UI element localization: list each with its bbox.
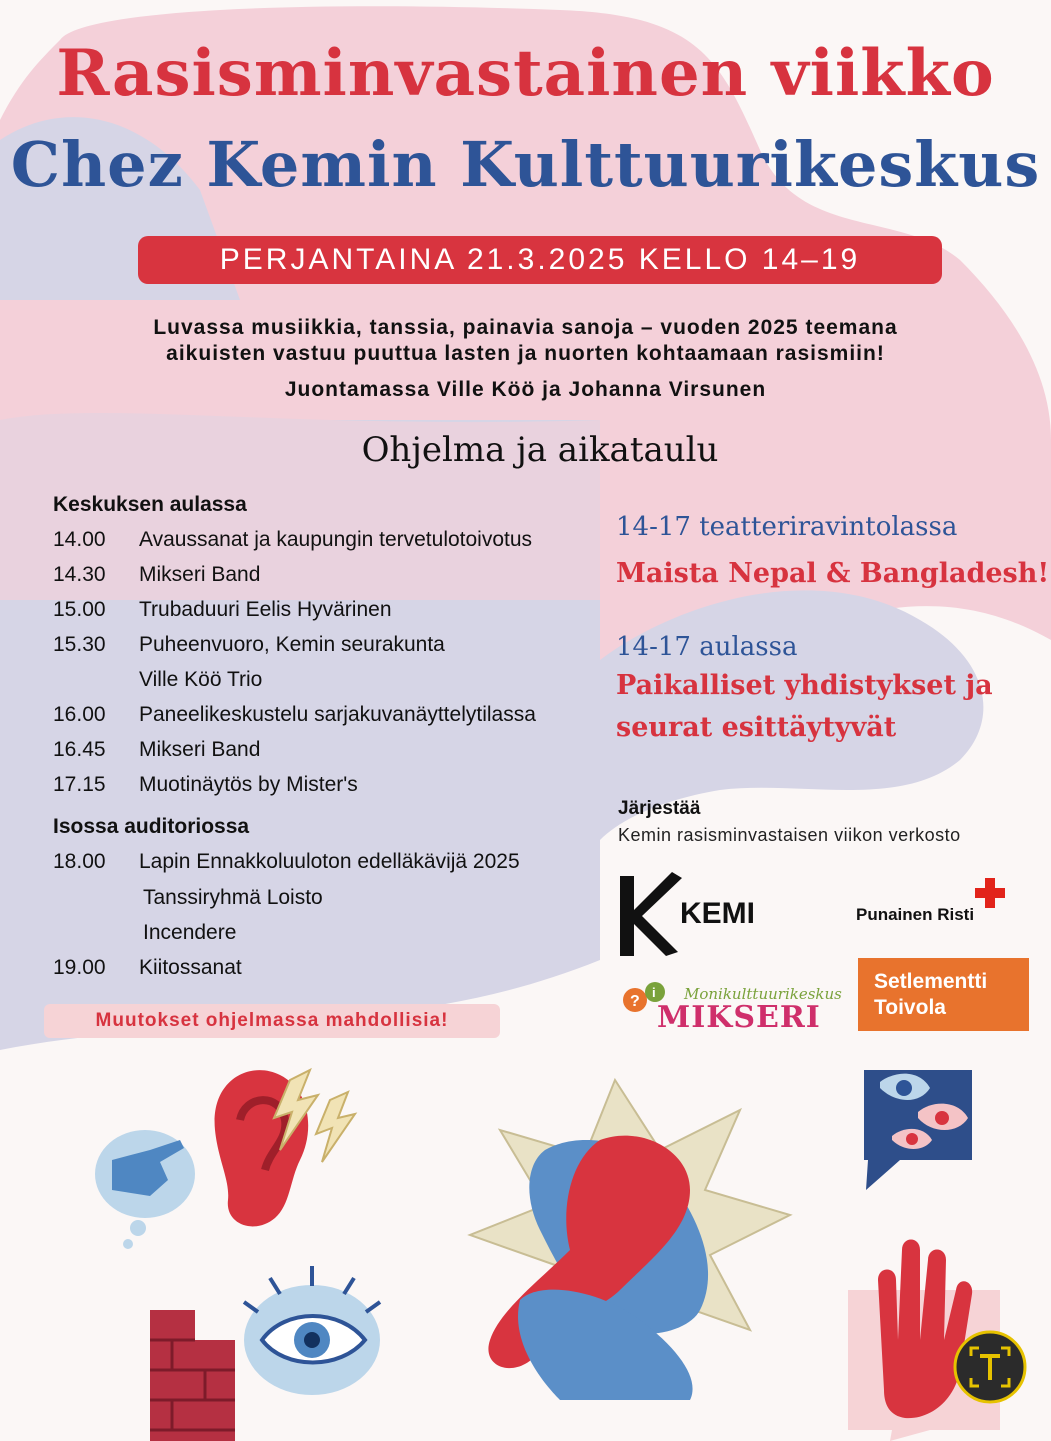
schedule-time: 14.00 <box>53 528 106 551</box>
side-item-2-text-1: Paikalliset yhdistykset ja <box>616 670 993 701</box>
schedule-time: 15.00 <box>53 598 106 621</box>
eye-icon <box>244 1266 380 1395</box>
changes-note: Muutokset ohjelmassa mahdollisia! <box>44 1004 500 1038</box>
schedule-text: Incendere <box>143 921 237 944</box>
intro-line-2: aikuisten vastuu puuttua lasten ja nuorten kohtaamaan rasismiin! <box>166 342 885 365</box>
schedule-row <box>57 886 323 910</box>
schedule-text: Trubaduuri Eelis Hyvärinen <box>139 598 392 621</box>
mikseri-logo-subtitle: Monikulttuurikeskus <box>684 985 842 1003</box>
schedule-row <box>53 773 358 797</box>
text-scan-badge-icon[interactable] <box>953 1330 1027 1404</box>
schedule-row <box>53 563 260 587</box>
mikseri-logo-text: MIKSERI <box>657 1000 821 1035</box>
schedule-text: Puheenvuoro, Kemin seurakunta <box>139 633 445 656</box>
schedule-text: Paneelikeskustelu sarjakuvanäyttelytilassa <box>139 703 536 726</box>
schedule-text: Tanssiryhmä Loisto <box>143 886 323 909</box>
organizer-heading: Järjestää <box>618 798 701 819</box>
eyes-speech-bubble-icon <box>864 1070 972 1190</box>
schedule-row <box>53 738 260 762</box>
schedule-row <box>53 850 520 874</box>
schedule-text: Lapin Ennakkoluuloton edelläkävijä 2025 <box>139 850 520 873</box>
schedule-row <box>53 598 392 622</box>
svg-text:i: i <box>652 985 656 1000</box>
red-cross-logo-text: Punainen Risti <box>856 905 975 924</box>
schedule-text: Ville Köö Trio <box>139 668 263 691</box>
section-heading-lobby: Keskuksen aulassa <box>53 493 247 516</box>
side-item-1-time: 14-17 teatteriravintolassa <box>616 512 958 542</box>
setlementti-line-2: Toivola <box>874 996 946 1019</box>
schedule-text: Mikseri Band <box>139 738 261 761</box>
schedule-time: 14.30 <box>53 563 106 586</box>
schedule-text: Avaussanat ja kaupungin tervetulotoivotus <box>139 528 533 551</box>
setlementti-logo <box>858 958 1029 1031</box>
schedule-row <box>53 528 532 552</box>
venue-title: Chez Kemin Kulttuurikeskus <box>10 128 1041 201</box>
schedule-text: Mikseri Band <box>139 563 261 586</box>
schedule-row <box>53 703 536 727</box>
schedule-time: 15.30 <box>53 633 106 656</box>
schedule-row <box>53 956 242 980</box>
hosts-line: Juontamassa Ville Köö ja Johanna Virsunen <box>284 378 767 401</box>
schedule-time: 16.00 <box>53 703 106 726</box>
side-item-2-text-2: seurat esittäytyvät <box>616 712 897 743</box>
kemi-logo-text: KEMI <box>680 897 755 930</box>
handshake-icon <box>470 1080 790 1400</box>
date-band: PERJANTAINA 21.3.2025 KELLO 14–19 <box>138 236 942 284</box>
illustration-area <box>0 1040 1051 1441</box>
side-item-2-time: 14-17 aulassa <box>616 632 798 662</box>
schedule-row <box>53 668 262 692</box>
schedule-text: Kiitossanat <box>139 956 242 979</box>
schedule-time: 16.45 <box>53 738 106 761</box>
brick-wall-icon <box>150 1310 235 1441</box>
section-heading-auditorium: Isossa auditoriossa <box>53 815 250 838</box>
side-item-1-text: Maista Nepal & Bangladesh! <box>616 558 1050 589</box>
schedule-time: 18.00 <box>53 850 106 873</box>
schedule-time: 19.00 <box>53 956 106 979</box>
organizer-network: Kemin rasisminvastaisen viikon verkosto <box>618 825 961 845</box>
red-cross-icon <box>975 878 1005 908</box>
svg-text:?: ? <box>630 993 640 1010</box>
program-title: Ohjelma ja aikataulu <box>361 430 719 470</box>
intro-line-1: Luvassa musiikkia, tanssia, painavia sanoja – vuoden 2025 teemana <box>153 316 898 339</box>
event-title: Rasisminvastainen viikko <box>56 36 995 111</box>
schedule-text: Muotinäytös by Mister's <box>139 773 358 796</box>
schedule-row <box>57 921 236 945</box>
schedule-time: 17.15 <box>53 773 106 796</box>
pointing-hand-icon <box>95 1130 195 1249</box>
setlementti-line-1: Setlementti <box>874 970 988 993</box>
schedule-row <box>53 633 445 657</box>
